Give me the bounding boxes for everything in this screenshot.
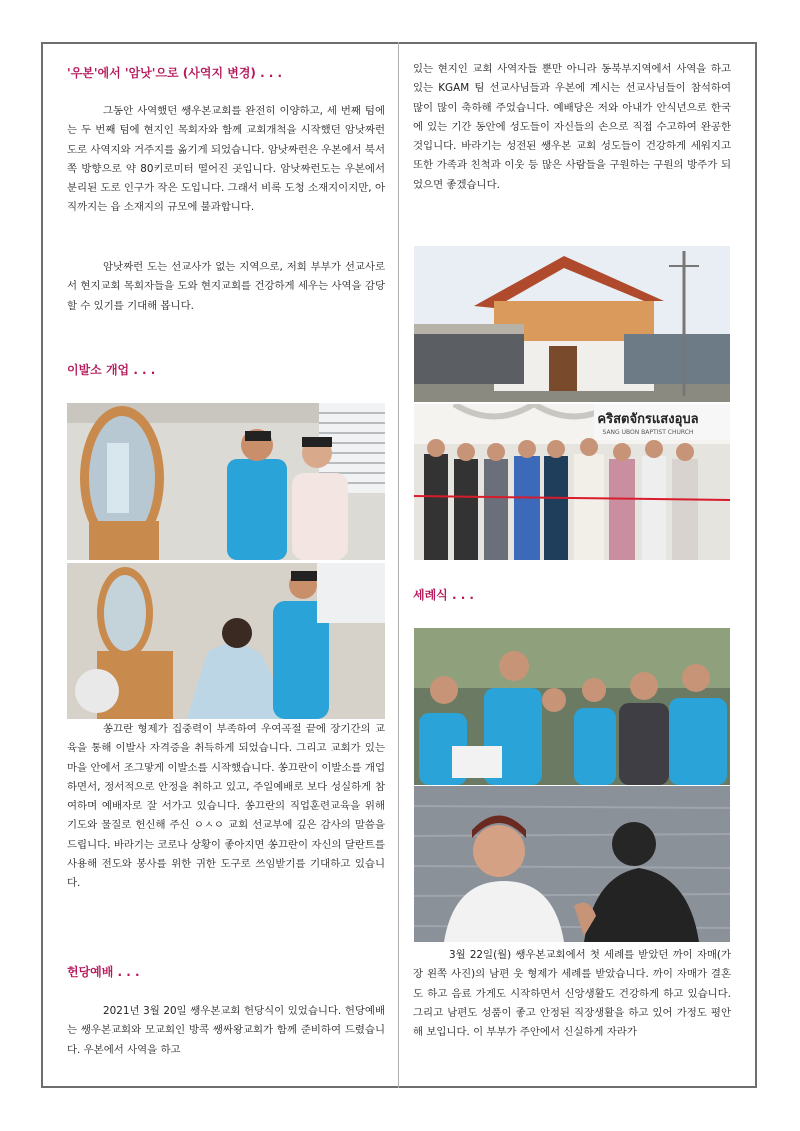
barbershop-photo-haircut	[67, 563, 385, 719]
baptism-group-photo	[414, 628, 730, 785]
paragraph-dedication: 2021년 3월 20일 쌩우본교회 헌당식이 있었습니다. 헌당예배는 쌩우본교회와 모교회인 방콕 쌩싸왕교회가 함께 준비하여 드렸습니다. 우본에서 사역을 하고	[67, 1005, 385, 1056]
church-sign-thai: คริสตจักรแสงอุบล	[597, 412, 699, 427]
paragraph-barbershop: 쏭끄란 형제가 집중력이 부족하여 우여곡절 끝에 장기간의 교육을 통해 이발사 자격증을 취득하게 되었습니다. 그리고 교회가 있는 마을 안에서 조그맣게 이발소를 시작했습니다. 쏭끄란이 이발소를 개업하면서, 정서적으로 안정을 취하고 있고, 주일예배로 보다 성실하게 참여하며 예배자로 잘 서가고 있습니다. 쏭끄란의 직업훈련교육을 위해 기도와 물질로 헌신해 주신 ㅇㅅㅇ 교회 선교부에 깊은 감사의 말씀을 드립니다. 바라기는 코로나 상황이 좋아지면 쏭끄란이 자신의 달란트를 사용해 전도와 봉사를 위한 귀한 도구로 쓰임받기를 기대하고 있습니다.	[67, 723, 385, 890]
church-sign	[573, 408, 723, 436]
heading-location-change: '우본'에서 '암낫'으로 (사역지 변경) . . .	[67, 66, 283, 80]
paragraph-location-change-1: 그동안 사역했던 쌩우본교회를 완전히 이양하고, 세 번째 텀에는 두 번째 텀에 현지인 목회자와 함께 교회개척을 시작했던 암낫짜런도로 사역지와 거주지를 옮기게 되었습니다. 암낫짜런은 우본에서 북서쪽 방향으로 약 80키로미터 떨어진 곳입니다. 암낫짜런도는 우본에서 분리된 도로 인구가 작은 도입니다. 그래서 비록 도청 소재지이지만, 아직까지는 읍 소재지의 규모에 불과합니다.	[67, 105, 385, 214]
church-building-photo	[414, 246, 730, 402]
church-sign-english: SANG UBON BAPTIST CHURCH	[602, 429, 694, 436]
paragraph-dedication-continued: 있는 현지인 교회 사역자들 뿐만 아니라 동북부지역에서 사역을 하고 있는 KGAM 팀 선교사님들과 우본에 계시는 선교사님들이 참석하여 많이 많이 축하해 주었습니다. 예배당은 저와 아내가 안식년으로 한국에 있는 기간 동안에 성도들이 자신들의 손으로 직접 수고하여 완공한 것입니다. 바라기는 성전된 쌩우본 교회 성도들이 건강하게 세워지고 또한 가족과 친척과 이웃 등 많은 사람들을 구원하는 구원의 방주가 되었으면 좋겠습니다.	[413, 63, 731, 191]
heading-barbershop: 이발소 개업 . . .	[67, 363, 156, 377]
barbershop-photo-owners	[67, 403, 385, 560]
paragraph-baptism: 3월 22일(월) 쌩우본교회에서 첫 세례를 받았던 까이 자매(가장 왼쪽 사진)의 남편 웃 형제가 세례를 받았습니다. 까이 자매가 결혼도 하고 음료 가게도 시작하면서 신앙생활도 건강하게 하고 있습니다. 그리고 남편도 성품이 좋고 안정된 직장생활을 하고 있어 가정도 평안해 보입니다. 이 부부가 주안에서 신실하게 자라가	[413, 949, 731, 1039]
column-divider	[398, 42, 399, 1088]
paragraph-location-change-2: 암낫짜런 도는 선교사가 없는 지역으로, 저희 부부가 선교사로서 현지교회 목회자들을 도와 현지교회를 건강하게 세우는 사역을 감당할 수 있기를 기대해 봅니다.	[67, 261, 385, 312]
heading-baptism: 세례식 . . .	[413, 588, 474, 602]
baptism-water-photo	[414, 786, 730, 942]
heading-dedication: 헌당예배 . . .	[67, 965, 140, 979]
